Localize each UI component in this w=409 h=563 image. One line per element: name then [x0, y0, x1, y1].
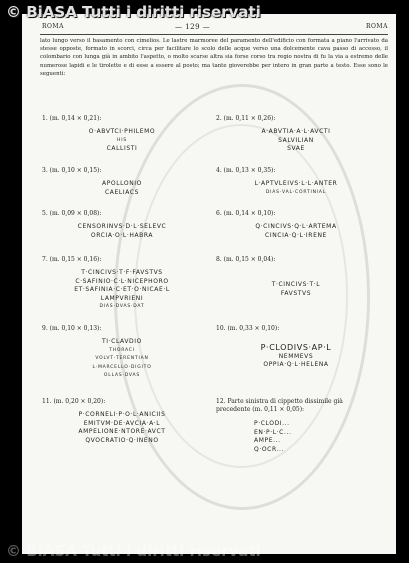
inscription-line: ET·SAFINIA·C·ET·O·NICAE·L [74, 286, 170, 293]
inscription-line: LAMPVRIENI [100, 294, 144, 302]
running-head-right: ROMA [366, 23, 388, 30]
inscription-line: CENSORINVS·D·L·SELEVC [77, 223, 167, 230]
watermark-text-top: © BiASA Tutti i diritti riservati [6, 3, 261, 21]
inscription-line: CINCIA·Q·L·IRENE [265, 231, 327, 239]
inscription-entry [42, 210, 202, 240]
inscription-entry [216, 210, 376, 240]
inscription-entry [216, 398, 376, 454]
inscription-ref: 9. (m. 0,10 × 0,13): [42, 325, 102, 332]
inscription-ref: 10. (m. 0,33 × 0,10): [216, 325, 280, 332]
intro-paragraph: lato lungo verso il basamento con cimelios. Le lastre marmoree del paramento dell'edificio con formata a piano l'arrivato da stesse opposte, formato in scorci, circa per facilitare lo scolo delle acque verso una dolcemente cava passo di accesso, il colombario con lunga già in ambito l'aspetto, o molto scarse altra sia forse corso tra regio nostra di fu la via a estremo delle numerose lapidi e le tirolette e di esse a essere al posto; ma tante gioverebbe per intero in gran parte a testo. Esse sono le seguenti: [40, 38, 388, 77]
inscription-line: L·APTVLEIVS·L·L·ANTER [254, 180, 338, 187]
inscription-line: AMPE... [254, 437, 281, 444]
inscription-entry [216, 325, 376, 370]
inscription-line: DIAS·VAL·CORTINIAL [265, 189, 327, 195]
inscription-ref: 2. (m. 0,11 × 0,26): [216, 115, 276, 122]
inscription-line: FAVSTVS [280, 289, 312, 297]
inscription-line: ORCIA·O·L·HABRA [90, 231, 154, 239]
inscription-ref: 8. (m. 0,15 × 0,04): [216, 256, 276, 263]
inscription-entry [42, 256, 202, 312]
inscription-ref: 3. (m. 0,10 × 0,15): [42, 167, 102, 174]
inscription-entry [216, 256, 376, 298]
inscription-line: T·CINCIVS·T·F·FAVSTVS [81, 269, 163, 276]
inscription-line: NEMMEVS [278, 352, 314, 360]
inscription-line: VOLVT·TERENTIAN [95, 356, 149, 361]
inscription-line: O·ABVTCI·PHILEMO [88, 128, 156, 135]
inscription-line: EN·P·L·C... [254, 428, 292, 436]
header-rule [40, 34, 388, 35]
inscription-line: APOLLONIO [101, 180, 143, 187]
inscription-line: QVOCRATIO·Q·INENO [85, 436, 159, 444]
inscription-line: P·CORNELI·P·O·L·ANICIIS [78, 411, 166, 418]
inscription-line: THORACI [109, 347, 135, 353]
inscription-ref: 4. (m. 0,13 × 0,35): [216, 167, 276, 174]
inscription-line: A·ABVTIA·A·L·AVCTI [261, 128, 331, 135]
inscription-line: Q·OCR... [254, 445, 285, 453]
inscription-ref: 7. (m. 0,15 × 0,16): [42, 256, 102, 263]
inscription-entry [42, 398, 202, 445]
inscription-entry [216, 167, 376, 197]
inscription-line: P·CLODI... [254, 420, 290, 427]
inscription-line: DIAS·DVAS·DAT [99, 304, 145, 309]
inscription-entry [216, 115, 376, 154]
inscription-line: OPPIA·Q·L·HELENA [263, 361, 329, 368]
inscription-ref: 1. (m. 0,14 × 0,21): [42, 115, 102, 122]
inscription-line: AMPELIONE·NTORE·AVCT [78, 428, 166, 435]
inscription-entry [42, 115, 202, 154]
watermark-text-bottom: © BiASA Tutti i diritti riservati [6, 542, 261, 560]
inscription-ref: 5. (m. 0,09 × 0,08): [42, 210, 102, 217]
running-head-left: ROMA [42, 23, 64, 30]
inscription-line: CAELIACS [105, 188, 139, 196]
inscription-ref: 12. Parte sinistra di cippetto dissimile già precedente (m. 0,11 × 0,05): [216, 398, 343, 413]
inscription-line: SALVILIAN [278, 136, 314, 144]
inscription-line: HIS [117, 137, 127, 143]
inscription-line: TI·CLAVDIO [102, 338, 142, 345]
inscription-line: Q·CINCIVS·Q·L·ARTEMA [255, 223, 337, 230]
inscription-line: EMITVM·DE·AVCIA·A·L [83, 419, 161, 427]
inscription-line: CALLISTI [106, 145, 138, 152]
inscription-ref: 6. (m. 0,14 × 0,10): [216, 210, 276, 217]
inscription-line: SVAE [287, 145, 305, 152]
inscription-line: L·MARCELLO·DIGITO [92, 364, 152, 370]
inscription-line: T·CINCIVS·T·L [271, 281, 321, 288]
inscription-line: C·SAFINIO·C·L·NICEPHORO [75, 277, 169, 285]
inscription-entry [42, 167, 202, 197]
page-number: — 129 — [175, 23, 211, 31]
inscription-ref: 11. (m. 0,20 × 0,20): [42, 398, 106, 405]
inscription-line: P·CLODIVS·AP·L [260, 343, 332, 352]
inscription-entry [42, 325, 202, 381]
inscription-line: OLLAS·DVAS [103, 373, 141, 378]
